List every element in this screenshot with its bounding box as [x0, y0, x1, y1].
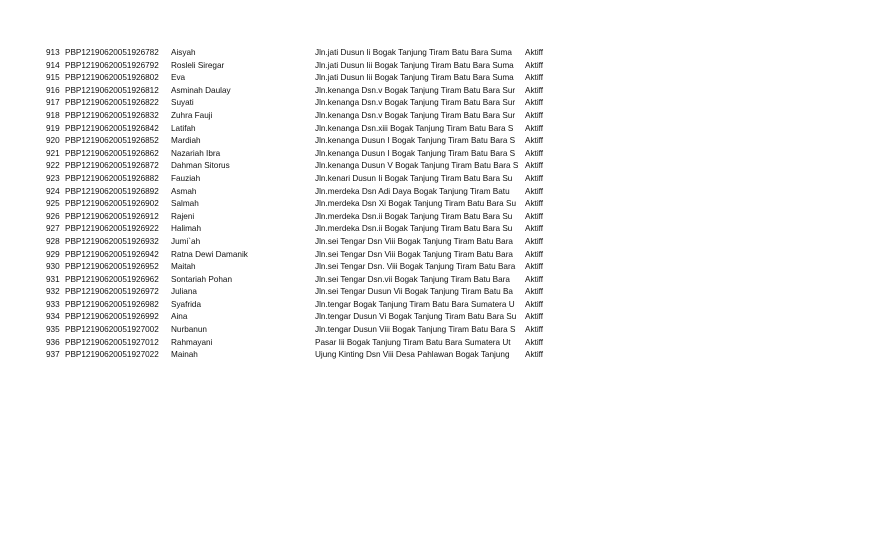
recipient-name-cell: Juliana: [171, 287, 197, 297]
address-cell: Jln.sei Tengar Dsn.vii Bogak Tanjung Tiram Batu Bara: [315, 274, 510, 284]
recipient-id-cell: PBP12190620051926802: [65, 73, 159, 83]
recipient-name-cell: Syafrida: [171, 299, 202, 309]
row-number-cell: 918: [46, 110, 60, 120]
recipient-name-cell: Jumi`ah: [171, 236, 201, 246]
recipient-name-cell: Eva: [171, 73, 186, 83]
row-number-cell: 924: [46, 186, 60, 196]
address-cell: Jln.merdeka Dsn Xi Bogak Tanjung Tiram Batu Bara Su: [315, 199, 516, 209]
address-cell: Jln.jati Dusun Iii Bogak Tanjung Tiram Batu Bara Suma: [315, 73, 514, 83]
address-cell: Ujung Kinting Dsn Viii Desa Pahlawan Bogak Tanjung: [315, 350, 510, 360]
status-cell: Aktiff: [525, 161, 544, 171]
address-cell: Jln.kenanga Dusun I Bogak Tanjung Tiram Batu Bara S: [315, 136, 516, 146]
row-number-cell: 921: [46, 148, 60, 158]
status-cell: Aktiff: [525, 299, 544, 309]
row-number-cell: 929: [46, 249, 60, 259]
recipient-name-cell: Sontariah Pohan: [171, 274, 232, 284]
recipient-name-cell: Rahmayani: [171, 337, 213, 347]
address-cell: Jln.merdeka Dsn.ii Bogak Tanjung Tiram Batu Bara Su: [315, 211, 513, 221]
row-number-cell: 916: [46, 85, 60, 95]
recipient-name-cell: Suyati: [171, 98, 194, 108]
address-cell: Jln.kenanga Dsn.v Bogak Tanjung Tiram Batu Bara Sur: [315, 85, 516, 95]
status-cell: Aktiff: [525, 236, 544, 246]
status-cell: Aktiff: [525, 224, 544, 234]
row-number-cell: 917: [46, 98, 60, 108]
recipient-name-cell: Dahman Sitorus: [171, 161, 230, 171]
address-cell: Jln.sei Tengar Dusun Vii Bogak Tanjung Tiram Batu Ba: [315, 287, 513, 297]
status-cell: Aktiff: [525, 110, 544, 120]
status-cell: Aktiff: [525, 312, 544, 322]
recipient-name-cell: Salmah: [171, 199, 199, 209]
recipient-id-cell: PBP12190620051927002: [65, 325, 159, 335]
address-cell: Jln.tengar Dusun Vi Bogak Tanjung Tiram Batu Bara Su: [315, 312, 517, 322]
row-number-cell: 932: [46, 287, 60, 297]
row-number-cell: 919: [46, 123, 60, 133]
row-number-cell: 927: [46, 224, 60, 234]
row-number-cell: 925: [46, 199, 60, 209]
status-cell: Aktiff: [525, 60, 544, 70]
status-cell: Aktiff: [525, 249, 544, 259]
recipient-name-cell: Rosleli Siregar: [171, 60, 225, 70]
recipient-name-cell: Maitah: [171, 262, 196, 272]
recipient-name-cell: Nurbanun: [171, 325, 207, 335]
address-cell: Jln.sei Tengar Dsn Viii Bogak Tanjung Tiram Batu Bara: [315, 236, 513, 246]
recipient-id-cell: PBP12190620051926862: [65, 148, 159, 158]
recipient-name-cell: Latifah: [171, 123, 196, 133]
row-number-cell: 923: [46, 173, 60, 183]
status-cell: Aktiff: [525, 173, 544, 183]
recipient-id-cell: PBP12190620051926932: [65, 236, 159, 246]
recipient-name-cell: Asminah Daulay: [171, 85, 231, 95]
status-cell: Aktiff: [525, 136, 544, 146]
recipient-id-cell: PBP12190620051926912: [65, 211, 159, 221]
status-cell: Aktiff: [525, 186, 544, 196]
address-cell: Jln.merdeka Dsn.ii Bogak Tanjung Tiram Batu Bara Su: [315, 224, 513, 234]
recipient-name-cell: Mainah: [171, 350, 198, 360]
address-cell: Jln.jati Dusun Iii Bogak Tanjung Tiram Batu Bara Suma: [315, 60, 514, 70]
row-number-cell: 933: [46, 299, 60, 309]
recipient-id-cell: PBP12190620051926942: [65, 249, 159, 259]
recipient-name-cell: Aina: [171, 312, 188, 322]
recipient-name-cell: Halimah: [171, 224, 202, 234]
status-cell: Aktiff: [525, 123, 544, 133]
status-cell: Aktiff: [525, 287, 544, 297]
address-cell: Jln.kenanga Dsn.xiii Bogak Tanjung Tiram Batu Bara S: [315, 123, 514, 133]
row-number-cell: 928: [46, 236, 60, 246]
row-number-cell: 935: [46, 325, 60, 335]
recipient-id-cell: PBP12190620051926852: [65, 136, 159, 146]
recipient-id-cell: PBP12190620051926792: [65, 60, 159, 70]
row-number-cell: 915: [46, 73, 60, 83]
recipient-id-cell: PBP12190620051926892: [65, 186, 159, 196]
recipient-name-cell: Nazariah Ibra: [171, 148, 221, 158]
address-cell: Jln.kenanga Dsn.v Bogak Tanjung Tiram Batu Bara Sur: [315, 110, 516, 120]
recipient-id-cell: PBP12190620051926922: [65, 224, 159, 234]
address-cell: Jln.merdeka Dsn Adi Daya Bogak Tanjung Tiram Batu: [315, 186, 510, 196]
status-cell: Aktiff: [525, 274, 544, 284]
status-cell: Aktiff: [525, 262, 544, 272]
status-cell: Aktiff: [525, 148, 544, 158]
recipient-id-cell: PBP12190620051926832: [65, 110, 159, 120]
recipient-id-cell: PBP12190620051926982: [65, 299, 159, 309]
status-cell: Aktiff: [525, 211, 544, 221]
recipient-id-cell: PBP12190620051927022: [65, 350, 159, 360]
recipient-id-cell: PBP12190620051926992: [65, 312, 159, 322]
recipient-id-cell: PBP12190620051926822: [65, 98, 159, 108]
row-number-cell: 930: [46, 262, 60, 272]
recipient-id-cell: PBP12190620051926872: [65, 161, 159, 171]
recipient-id-cell: PBP12190620051927012: [65, 337, 159, 347]
status-cell: Aktiff: [525, 85, 544, 95]
row-number-cell: 920: [46, 136, 60, 146]
address-cell: Jln.sei Tengar Dsn Viii Bogak Tanjung Tiram Batu Bara: [315, 249, 513, 259]
status-cell: Aktiff: [525, 98, 544, 108]
row-number-cell: 934: [46, 312, 60, 322]
address-cell: Jln.tengar Bogak Tanjung Tiram Batu Bara Sumatera U: [315, 299, 515, 309]
status-cell: Aktiff: [525, 325, 544, 335]
recipient-name-cell: Aisyah: [171, 48, 196, 57]
status-cell: Aktiff: [525, 350, 544, 360]
recipient-id-cell: PBP12190620051926972: [65, 287, 159, 297]
recipient-name-cell: Fauziah: [171, 173, 201, 183]
status-cell: Aktiff: [525, 48, 544, 57]
recipient-id-cell: PBP12190620051926952: [65, 262, 159, 272]
status-cell: Aktiff: [525, 337, 544, 347]
status-cell: Aktiff: [525, 73, 544, 83]
recipient-id-cell: PBP12190620051926962: [65, 274, 159, 284]
address-cell: Pasar Iii Bogak Tanjung Tiram Batu Bara Sumatera Ut: [315, 337, 511, 347]
address-cell: Jln.sei Tengar Dsn. Viii Bogak Tanjung Tiram Batu Bara: [315, 262, 516, 272]
recipient-name-cell: Zuhra Fauji: [171, 110, 213, 120]
status-cell: Aktiff: [525, 199, 544, 209]
row-number-cell: 926: [46, 211, 60, 221]
row-number-cell: 914: [46, 60, 60, 70]
row-number-cell: 931: [46, 274, 60, 284]
recipient-id-cell: PBP12190620051926882: [65, 173, 159, 183]
address-cell: Jln.jati Dusun Ii Bogak Tanjung Tiram Batu Bara Suma: [315, 48, 512, 57]
row-number-cell: 937: [46, 350, 60, 360]
row-number-cell: 922: [46, 161, 60, 171]
address-cell: Jln.tengar Dusun Viii Bogak Tanjung Tiram Batu Bara S: [315, 325, 516, 335]
recipient-name-cell: Rajeni: [171, 211, 195, 221]
recipient-name-cell: Ratna Dewi Damanik: [171, 249, 248, 259]
row-number-cell: 936: [46, 337, 60, 347]
address-cell: Jln.kenanga Dusun V Bogak Tanjung Tiram Batu Bara S: [315, 161, 519, 171]
row-number-cell: 913: [46, 48, 60, 57]
recipient-id-cell: PBP12190620051926782: [65, 48, 159, 57]
address-cell: Jln.kenari Dusun Ii Bogak Tanjung Tiram Batu Bara Su: [315, 173, 513, 183]
recipient-id-cell: PBP12190620051926902: [65, 199, 159, 209]
address-cell: Jln.kenanga Dsn.v Bogak Tanjung Tiram Batu Bara Sur: [315, 98, 516, 108]
recipient-name-cell: Mardiah: [171, 136, 201, 146]
recipient-id-cell: PBP12190620051926812: [65, 85, 159, 95]
recipient-name-cell: Asmah: [171, 186, 197, 196]
address-cell: Jln.kenanga Dusun I Bogak Tanjung Tiram Batu Bara S: [315, 148, 516, 158]
recipient-id-cell: PBP12190620051926842: [65, 123, 159, 133]
